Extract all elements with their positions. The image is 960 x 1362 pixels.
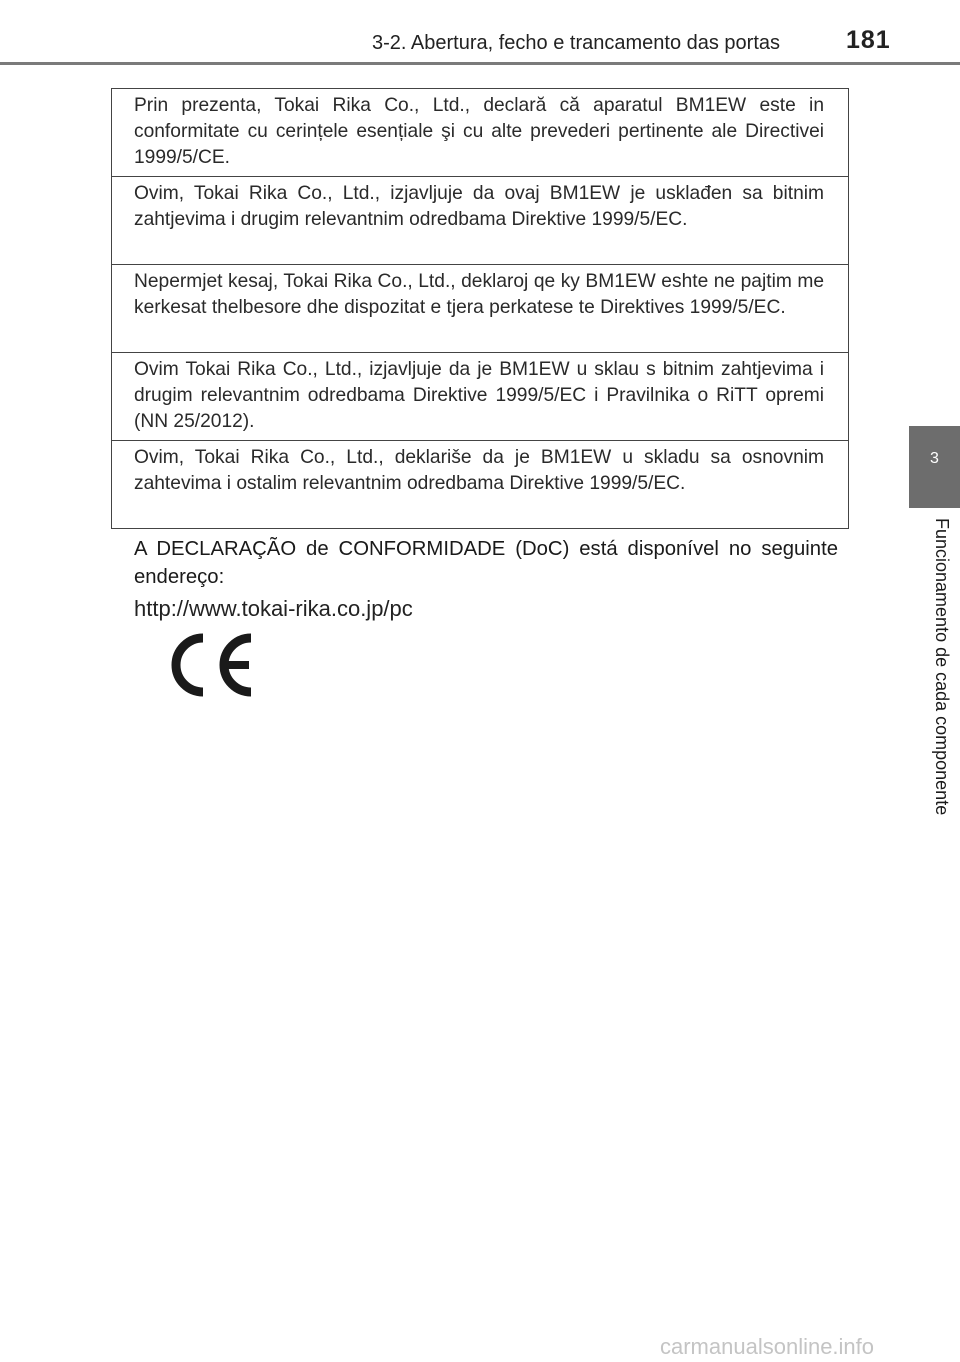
declaration-text: Ovim, Tokai Rika Co., Ltd., izjavljuje da ovaj BM1EW je usklađen sa bitnim zahtjevima i drugim relevantnim odredbama Direktive 1999/5/EC. [134,183,824,230]
declaration-row-bosnian [112,176,848,264]
declaration-text: Nepermjet kesaj, Tokai Rika Co., Ltd., deklaroj qe ky BM1EW eshte ne pajtim me kerkesat thelbesore dhe dispozitat e tjera perkatese te Direktives 1999/5/EC. [134,271,824,318]
section-title: 3-2. Abertura, fecho e trancamento das portas [372,32,781,54]
header-divider [0,62,960,65]
doc-url[interactable]: http://www.tokai-rika.co.jp/pc [134,596,413,621]
chapter-number: 3 [930,450,939,467]
ce-mark-icon [163,632,259,698]
doc-notice-text: A DECLARAÇÃO de CONFORMIDADE (DoC) está disponível no seguinte endereço: [134,538,838,588]
declaration-row-romanian [112,89,848,176]
declaration-row-croatian [112,352,848,440]
watermark: carmanualsonline.info [660,1334,875,1359]
chapter-tab [909,426,960,508]
declaration-row-albanian [112,264,848,352]
declaration-table [111,88,849,529]
page-header [0,0,960,66]
page-number: 181 [846,26,891,54]
declaration-text: Ovim Tokai Rika Co., Ltd., izjavljuje da je BM1EW u sklau s bitnim zahtjevima i drugim relevantnim odredbama Direktive 1999/5/EC i Pravilnika o RiTT opremi (NN 25/2012). [134,359,824,432]
chapter-label: Funcionamento de cada componente [932,518,952,816]
declaration-text: Prin prezenta, Tokai Rika Co., Ltd., declară că aparatul BM1EW este in conformitate cu cerințele esențiale şi cu alte prevederi pertinente ale Directivei 1999/5/CE. [134,95,824,168]
ce-c-letter [176,638,203,692]
declaration-text: Ovim, Tokai Rika Co., Ltd., deklariše da je BM1EW u skladu sa osnovnim zahtevima i ostalim relevantnim odredbama Direktive 1999/5/EC. [134,447,824,494]
declaration-row-serbian [112,440,848,528]
